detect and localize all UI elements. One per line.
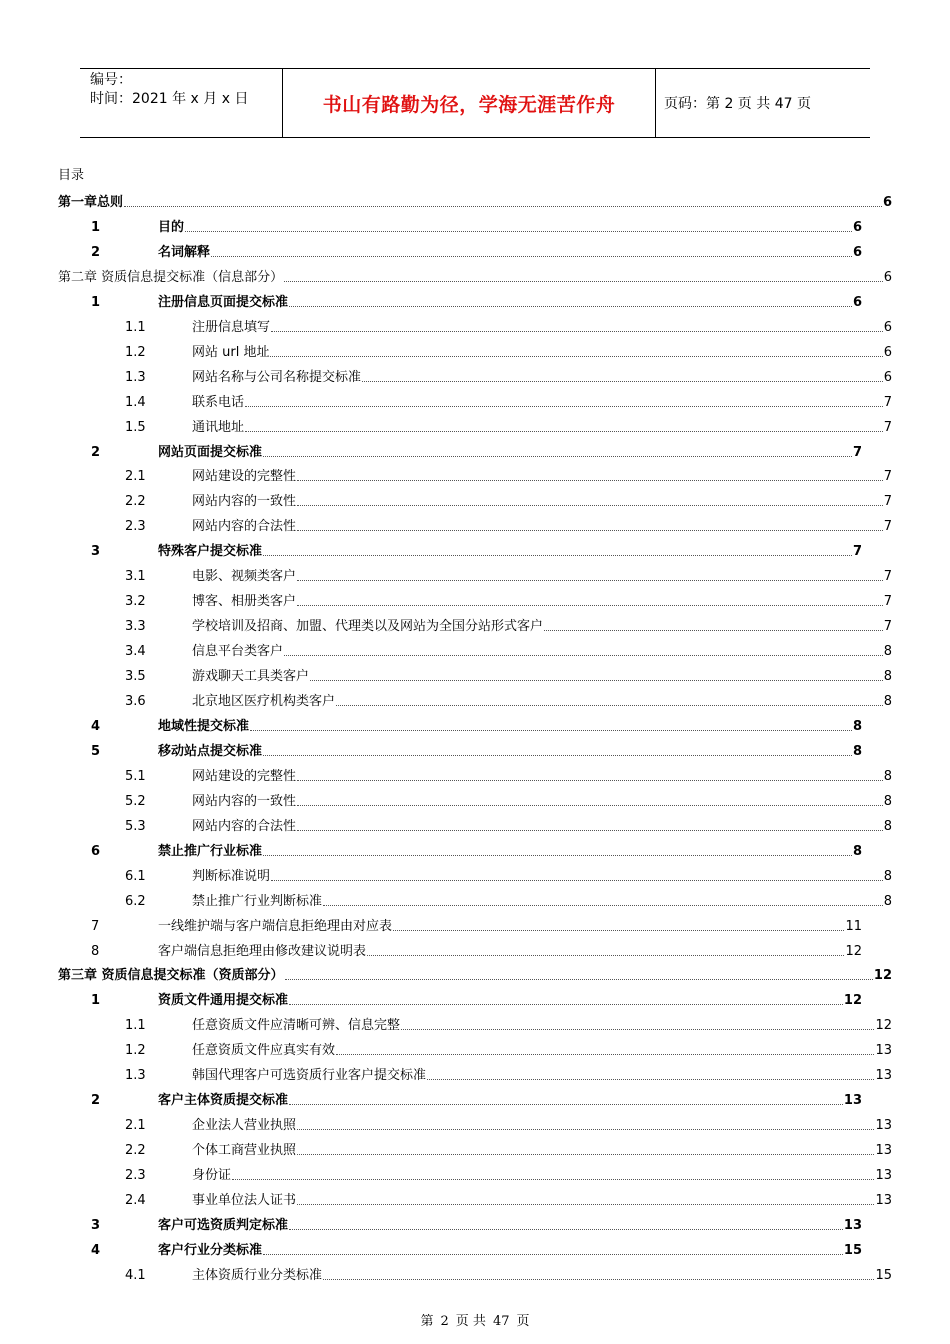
toc-entry[interactable] <box>0 660 950 685</box>
toc-entry-label: 注册信息页面提交标准 <box>158 294 289 310</box>
toc-leader-dots <box>211 255 852 257</box>
toc-entry[interactable] <box>0 685 950 710</box>
toc-entry-page: 7 <box>883 519 892 535</box>
toc-leader-dots <box>289 1103 843 1105</box>
toc-entry-label: 判断标准说明 <box>192 868 271 884</box>
toc-entry-page: 8 <box>883 818 892 834</box>
toc-leader-dots <box>263 1253 843 1255</box>
toc-entry-label: 注册信息填写 <box>192 319 271 335</box>
toc-entry-label: 网站内容的合法性 <box>192 818 297 834</box>
toc-entry-label: 禁止推广行业标准 <box>158 843 263 859</box>
toc-entry-number: 6.2 <box>125 893 146 909</box>
toc-entry-number: 1.1 <box>125 1018 146 1034</box>
toc-entry-label: 任意资质文件应清晰可辨、信息完整 <box>192 1018 401 1034</box>
toc-leader-dots <box>284 280 883 282</box>
toc-entry-page: 7 <box>883 594 892 610</box>
toc-entry-number: 1.4 <box>125 394 146 410</box>
header-page-info: 页码：第 2 页 共 47 页 <box>664 96 811 112</box>
toc-entry-number: 4.1 <box>125 1267 146 1283</box>
toc-entry-label: 博客、相册类客户 <box>192 594 297 610</box>
toc-entry[interactable] <box>0 361 950 386</box>
toc-entry-page: 7 <box>883 394 892 410</box>
toc-entry[interactable] <box>0 1059 950 1084</box>
toc-entry-number: 1.3 <box>125 369 146 385</box>
toc-entry-number: 7 <box>91 918 100 934</box>
toc-entry-label: 主体资质行业分类标准 <box>192 1267 323 1283</box>
toc-entry-label: 客户端信息拒绝理由修改建议说明表 <box>158 943 367 959</box>
toc-entry-number: 5.3 <box>125 818 146 834</box>
toc-entry-number: 5.2 <box>125 793 146 809</box>
header-motto: 书山有路勤为径，学海无涯苦作舟 <box>322 93 616 116</box>
toc-entry-label: 游戏聊天工具类客户 <box>192 669 310 685</box>
toc-entry-label: 个体工商营业执照 <box>192 1143 297 1159</box>
toc-entry[interactable] <box>0 984 950 1009</box>
toc-entry-page: 6 <box>883 369 892 385</box>
toc-entry[interactable] <box>0 1084 950 1109</box>
toc-entry[interactable] <box>0 336 950 361</box>
toc-entry-number: 5.1 <box>125 768 146 784</box>
footer-mid: 页 共 <box>455 1314 486 1329</box>
toc-entry-page: 12 <box>873 968 892 984</box>
toc-entry-page: 13 <box>875 1043 892 1059</box>
toc-leader-dots <box>367 954 844 956</box>
toc-entry-page: 12 <box>843 993 862 1009</box>
header-meta <box>90 71 248 109</box>
toc-entry[interactable] <box>0 286 950 311</box>
toc-leader-dots <box>427 1078 874 1080</box>
toc-entry-number: 8 <box>91 943 100 959</box>
toc-entry[interactable] <box>0 560 950 585</box>
toc-entry[interactable] <box>0 635 950 660</box>
toc-entry-label: 客户行业分类标准 <box>158 1242 263 1258</box>
toc-leader-dots <box>297 604 883 606</box>
toc-entry-page: 7 <box>883 469 892 485</box>
toc-leader-dots <box>362 380 883 382</box>
toc-leader-dots <box>323 1278 874 1280</box>
serial-number-label: 编号： <box>90 72 132 88</box>
toc-entry-page: 13 <box>843 1217 862 1233</box>
toc-entry-page: 6 <box>883 269 892 285</box>
toc-entry-label: 北京地区医疗机构类客户 <box>192 694 336 709</box>
toc-entry[interactable] <box>0 485 950 510</box>
toc-entry-page: 8 <box>852 843 862 859</box>
toc-entry-number: 3.6 <box>125 694 146 709</box>
toc-leader-dots <box>297 504 883 506</box>
toc-leader-dots <box>544 629 883 631</box>
toc-entry-label: 身份证 <box>192 1168 232 1184</box>
toc-entry-number: 6.1 <box>125 868 146 884</box>
toc-entry[interactable] <box>0 910 950 935</box>
toc-entry-number: 1 <box>91 294 101 310</box>
document-header <box>80 68 870 138</box>
toc-leader-dots <box>245 405 883 407</box>
toc-entry-number: 2 <box>91 444 101 460</box>
page-footer <box>0 1310 950 1329</box>
toc-entry-number: 3.3 <box>125 619 146 635</box>
toc-entry-label: 通讯地址 <box>192 419 245 435</box>
toc-entry[interactable] <box>0 386 950 411</box>
toc-leader-dots <box>250 729 852 731</box>
toc-entry-label: 网站建设的完整性 <box>192 469 297 485</box>
toc-entry[interactable] <box>0 935 950 960</box>
toc-entry-page: 6 <box>852 219 862 235</box>
toc-entry[interactable] <box>0 610 950 635</box>
toc-entry-page: 8 <box>883 694 892 709</box>
toc-entry-page: 8 <box>883 768 892 784</box>
toc-entry[interactable] <box>0 460 950 485</box>
toc-entry[interactable] <box>0 535 950 560</box>
toc-entry-label: 信息平台类客户 <box>192 644 284 660</box>
toc-entry-number: 2 <box>91 244 101 260</box>
toc-entry-number: 5 <box>91 743 101 759</box>
toc-leader-dots <box>297 529 883 531</box>
toc-entry-number: 4 <box>91 1242 101 1258</box>
toc-leader-dots <box>323 904 883 906</box>
toc-entry-label: 网站内容的一致性 <box>192 494 297 510</box>
toc-entry[interactable] <box>0 1159 950 1184</box>
toc-entry-number: 1.2 <box>125 1043 146 1059</box>
footer-prefix: 第 <box>420 1314 434 1329</box>
toc-entry-label: 网站名称与公司名称提交标准 <box>192 369 362 385</box>
toc-entry-number: 4 <box>91 718 101 734</box>
toc-entry[interactable] <box>0 1109 950 1134</box>
toc-entry-page: 13 <box>875 1068 892 1084</box>
toc-entry-label: 客户主体资质提交标准 <box>158 1093 289 1109</box>
toc-entry-page: 7 <box>883 569 892 585</box>
toc-leader-dots <box>271 879 883 881</box>
toc-entry-number: 1.3 <box>125 1068 146 1084</box>
toc-entry[interactable] <box>0 710 950 735</box>
toc-leader-dots <box>393 929 844 931</box>
toc-entry-label: 网站内容的合法性 <box>192 519 297 535</box>
toc-entry-number: 2.1 <box>125 469 146 485</box>
toc-leader-dots <box>232 1178 874 1180</box>
toc-leader-dots <box>336 1053 874 1055</box>
footer-suffix: 页 <box>516 1314 530 1329</box>
toc-entry-number: 1 <box>91 993 101 1009</box>
toc-entry-number: 3 <box>91 544 101 560</box>
toc-entry[interactable] <box>0 810 950 835</box>
toc-entry-page: 11 <box>845 918 862 934</box>
toc-entry-page: 6 <box>883 319 892 335</box>
toc-entry[interactable] <box>0 785 950 810</box>
toc-leader-dots <box>285 978 873 980</box>
toc-leader-dots <box>263 554 852 556</box>
toc-leader-dots <box>263 754 852 756</box>
toc-entry-page: 7 <box>883 494 892 510</box>
header-divider <box>655 69 656 137</box>
toc-entry-page: 8 <box>852 718 862 734</box>
toc-entry-page: 8 <box>883 669 892 685</box>
toc-entry-number: 3 <box>91 1217 101 1233</box>
toc-entry[interactable] <box>0 1259 950 1284</box>
toc-entry[interactable] <box>0 885 950 910</box>
toc-entry[interactable] <box>0 835 950 860</box>
toc-entry-number: 2.3 <box>125 519 146 535</box>
toc-entry-number: 2.2 <box>125 1143 146 1159</box>
toc-entry-label: 韩国代理客户可选资质行业客户提交标准 <box>192 1068 427 1084</box>
toc-entry[interactable] <box>0 1234 950 1259</box>
toc-leader-dots <box>289 305 852 307</box>
toc-entry-page: 13 <box>843 1093 862 1109</box>
toc-entry-page: 7 <box>883 619 892 635</box>
toc-entry[interactable] <box>0 760 950 785</box>
toc-leader-dots <box>271 330 883 332</box>
toc-entry-page: 12 <box>875 1018 892 1034</box>
toc-entry-number: 1.2 <box>125 344 146 360</box>
toc-entry-page: 13 <box>875 1168 892 1184</box>
toc-leader-dots <box>401 1028 874 1030</box>
toc-entry-label: 企业法人营业执照 <box>192 1118 297 1134</box>
toc-entry[interactable] <box>0 1184 950 1209</box>
toc-leader-dots <box>310 679 883 681</box>
toc-entry-label: 禁止推广行业判断标准 <box>192 893 323 909</box>
toc-entry-page: 8 <box>883 868 892 884</box>
toc-entry[interactable] <box>0 186 950 211</box>
toc-entry-number: 2.2 <box>125 494 146 510</box>
toc-entry-label: 联系电话 <box>192 394 245 410</box>
toc-leader-dots <box>124 205 882 207</box>
toc-entry-label: 网站页面提交标准 <box>158 444 263 460</box>
toc-entry-label: 资质文件通用提交标准 <box>158 993 289 1009</box>
toc-entry-number: 1.5 <box>125 419 146 435</box>
toc-entry-label: 客户可选资质判定标准 <box>158 1217 289 1233</box>
toc-entry-page: 12 <box>845 943 862 959</box>
toc-leader-dots <box>336 704 883 706</box>
toc-leader-dots <box>284 654 883 656</box>
toc-entry[interactable] <box>0 411 950 436</box>
toc-entry-label: 第二章 资质信息提交标准（信息部分） <box>58 269 284 285</box>
toc-entry-page: 7 <box>852 444 862 460</box>
toc-entry-label: 目的 <box>158 219 185 235</box>
toc-entry-page: 8 <box>852 743 862 759</box>
toc-entry-page: 6 <box>852 244 862 260</box>
toc-leader-dots <box>297 1128 874 1130</box>
toc-leader-dots <box>297 1203 874 1205</box>
toc-entry-label: 名词解释 <box>158 244 211 260</box>
toc-entry-page: 7 <box>852 544 862 560</box>
toc-entry-number: 3.1 <box>125 569 146 585</box>
toc-entry[interactable] <box>0 1034 950 1059</box>
toc-leader-dots <box>297 579 883 581</box>
toc-entry[interactable] <box>0 1209 950 1234</box>
toc-entry-label: 学校培训及招商、加盟、代理类以及网站为全国分站形式客户 <box>192 619 544 635</box>
toc-leader-dots <box>289 1003 843 1005</box>
toc-entry-number: 2.4 <box>125 1193 146 1208</box>
toc-entry-page: 15 <box>843 1242 862 1258</box>
toc-entry[interactable] <box>0 959 950 984</box>
toc-leader-dots <box>297 779 883 781</box>
toc-entry-label: 一线维护端与客户端信息拒绝理由对应表 <box>158 918 393 934</box>
toc-entry-label: 网站 url 地址 <box>192 344 270 360</box>
toc-entry[interactable] <box>0 735 950 760</box>
toc-leader-dots <box>245 430 883 432</box>
toc-entry-page: 8 <box>883 644 892 660</box>
toc-entry[interactable] <box>0 860 950 885</box>
toc-entry-label: 网站建设的完整性 <box>192 768 297 784</box>
toc-entry-page: 13 <box>875 1193 892 1208</box>
toc-entry-number: 2 <box>91 1093 101 1109</box>
toc-title: 目录 <box>58 168 85 183</box>
toc-entry-number: 2.3 <box>125 1168 146 1184</box>
toc-leader-dots <box>263 455 852 457</box>
toc-leader-dots <box>185 230 852 232</box>
toc-entry-page: 8 <box>883 893 892 909</box>
toc-entry-number: 3.2 <box>125 594 146 610</box>
toc-entry-page: 6 <box>852 294 862 310</box>
toc-entry[interactable] <box>0 436 950 461</box>
toc-entry[interactable] <box>0 261 950 286</box>
toc-entry-page: 8 <box>883 793 892 809</box>
toc-entry[interactable] <box>0 211 950 236</box>
toc-entry-page: 6 <box>883 344 892 360</box>
toc-leader-dots <box>297 1153 874 1155</box>
toc-entry-label: 第一章总则 <box>58 195 124 210</box>
toc-leader-dots <box>289 1228 843 1230</box>
toc-entry-number: 6 <box>91 843 101 859</box>
toc-entry-number: 3.4 <box>125 644 146 660</box>
toc-leader-dots <box>263 854 852 856</box>
toc-entry-label: 第三章 资质信息提交标准（资质部分） <box>58 968 284 984</box>
footer-total-pages: 47 <box>492 1314 510 1329</box>
toc-entry-label: 特殊客户提交标准 <box>158 544 263 560</box>
toc-leader-dots <box>297 804 883 806</box>
toc-entry[interactable] <box>0 311 950 336</box>
toc-entry-page: 7 <box>883 419 892 435</box>
toc-entry[interactable] <box>0 1134 950 1159</box>
time-label: 时间：2021 年 x 月 x 日 <box>90 91 249 107</box>
toc-entry-label: 移动站点提交标准 <box>158 743 263 759</box>
footer-page-number: 2 <box>440 1314 449 1329</box>
toc-entry-label: 事业单位法人证书 <box>192 1193 297 1208</box>
toc-entry-page: 6 <box>882 195 892 210</box>
toc-entry-label: 电影、视频类客户 <box>192 569 297 585</box>
toc-entry-number: 2.1 <box>125 1118 146 1134</box>
toc-entry[interactable] <box>0 510 950 535</box>
toc-leader-dots <box>297 829 883 831</box>
toc-entry-number: 1 <box>91 219 101 235</box>
toc-entry-number: 1.1 <box>125 319 146 335</box>
toc-entry-page: 13 <box>875 1118 892 1134</box>
toc-entry-label: 任意资质文件应真实有效 <box>192 1043 336 1059</box>
toc-leader-dots <box>297 479 883 481</box>
toc-entry[interactable] <box>0 1009 950 1034</box>
toc-entry-label: 网站内容的一致性 <box>192 793 297 809</box>
toc-entry[interactable] <box>0 236 950 261</box>
toc-entry[interactable] <box>0 585 950 610</box>
toc-leader-dots <box>270 355 882 357</box>
toc-entry-label: 地域性提交标准 <box>158 718 250 734</box>
toc-entry-number: 3.5 <box>125 669 146 685</box>
toc-entry-page: 15 <box>875 1267 892 1283</box>
toc-entry-page: 13 <box>875 1143 892 1159</box>
